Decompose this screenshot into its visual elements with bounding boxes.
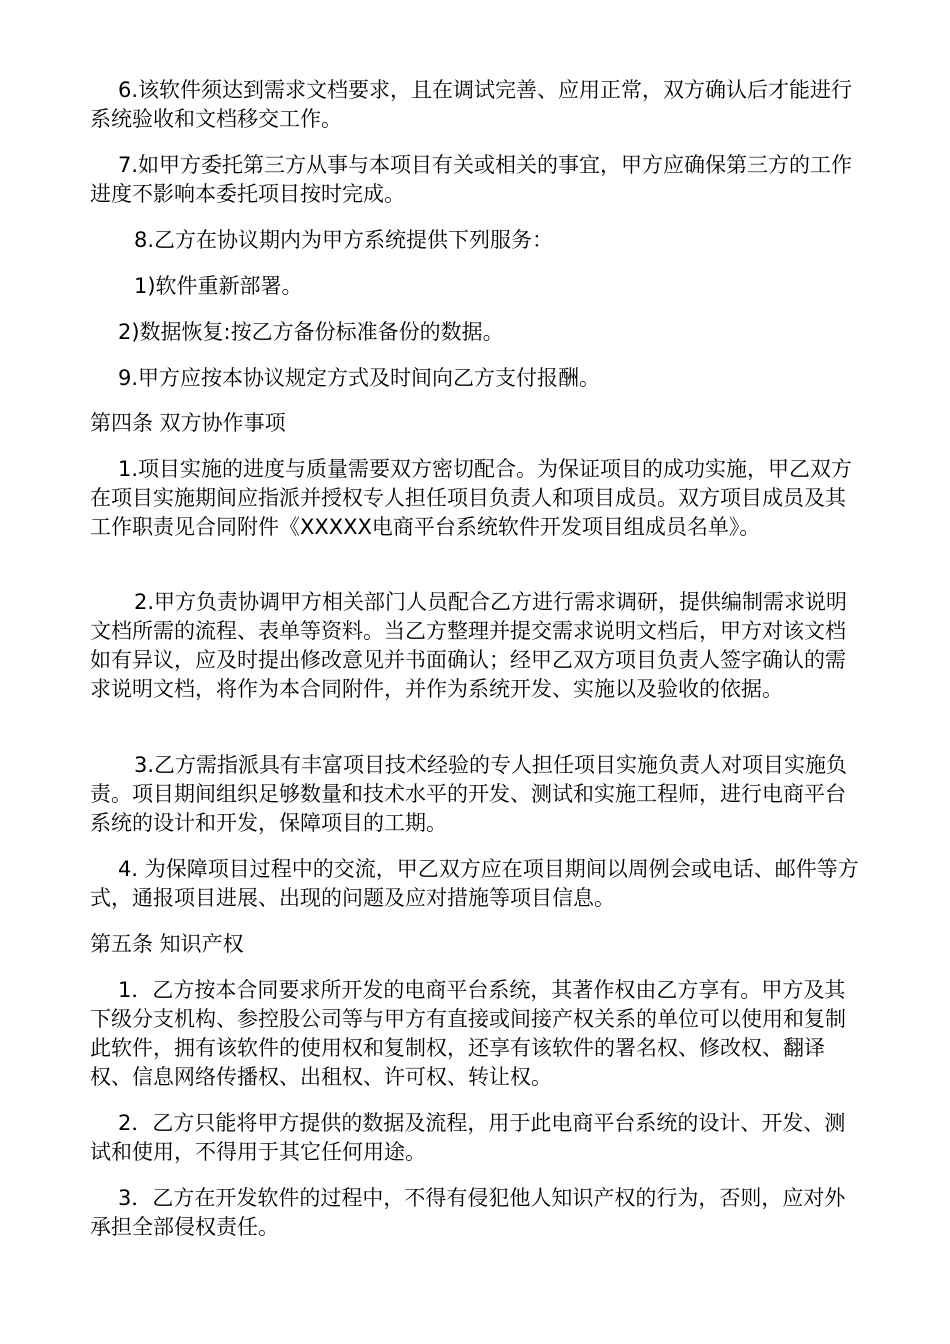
article-5-heading: 第五条 知识产权 bbox=[90, 932, 244, 956]
clause-9-paragraph: 9.甲方应按本协议规定方式及时间向乙方支付报酬。 bbox=[118, 366, 601, 390]
article-5-item-1: 1．乙方按本合同要求所开发的电商平台系统，其著作权由乙方享有。甲方及其下级分支机构、参控股公司等与甲方有直接或间接产权关系的单位可以使用和复制此软件，拥有该软件的使用权和复制权，还享有该软件的署名权、修改权、翻译权、信息网络传播权、出租权、许可权、转让权。 bbox=[90, 978, 846, 1089]
article-4-item-2: 2.甲方负责协调甲方相关部门人员配合乙方进行需求调研，提供编制需求说明文档所需的流程、表单等资料。当乙方整理并提交需求说明文档后，甲方对该文档如有异议，应及时提出修改意见并书面确认；经甲乙双方项目负责人签字确认的需求说明文档，将作为本合同附件，并作为系统开发、实施以及验收的依据。 bbox=[90, 590, 848, 701]
clause-8-item-2: 2)数据恢复:按乙方备份标准备份的数据。 bbox=[118, 320, 504, 344]
article-4-item-1: 1.项目实施的进度与质量需要双方密切配合。为保证项目的成功实施，甲乙双方在项目实施期间应指派并授权专人担任项目负责人和项目成员。双方项目成员及其工作职责见合同附件《XXXXX电商平台系统软件开发项目组成员名单》。 bbox=[90, 457, 853, 539]
article-5-item-3: 3．乙方在开发软件的过程中，不得有侵犯他人知识产权的行为，否则，应对外承担全部侵权责任。 bbox=[90, 1186, 846, 1239]
clause-8-paragraph: 8.乙方在协议期内为甲方系统提供下列服务： bbox=[134, 228, 554, 252]
clause-6-paragraph: 6.该软件须达到需求文档要求，且在调试完善、应用正常，双方确认后才能进行系统验收和文档移交工作。 bbox=[90, 78, 853, 131]
clause-8-item-1: 1)软件重新部署。 bbox=[134, 274, 303, 298]
article-4-item-4: 4. 为保障项目过程中的交流，甲乙双方应在项目期间以周例会或电话、邮件等方式，通报项目进展、出现的问题及应对措施等项目信息。 bbox=[90, 857, 859, 910]
article-5-item-2: 2．乙方只能将甲方提供的数据及流程，用于此电商平台系统的设计、开发、测试和使用，不得用于其它任何用途。 bbox=[90, 1111, 846, 1164]
article-4-item-3: 3.乙方需指派具有丰富项目技术经验的专人担任项目实施负责人对项目实施负责。项目期间组织足够数量和技术水平的开发、测试和实施工程师，进行电商平台系统的设计和开发，保障项目的工期。 bbox=[90, 753, 848, 835]
clause-7-paragraph: 7.如甲方委托第三方从事与本项目有关或相关的事宜，甲方应确保第三方的工作进度不影响本委托项目按时完成。 bbox=[90, 153, 853, 206]
article-4-heading: 第四条 双方协作事项 bbox=[90, 411, 286, 435]
